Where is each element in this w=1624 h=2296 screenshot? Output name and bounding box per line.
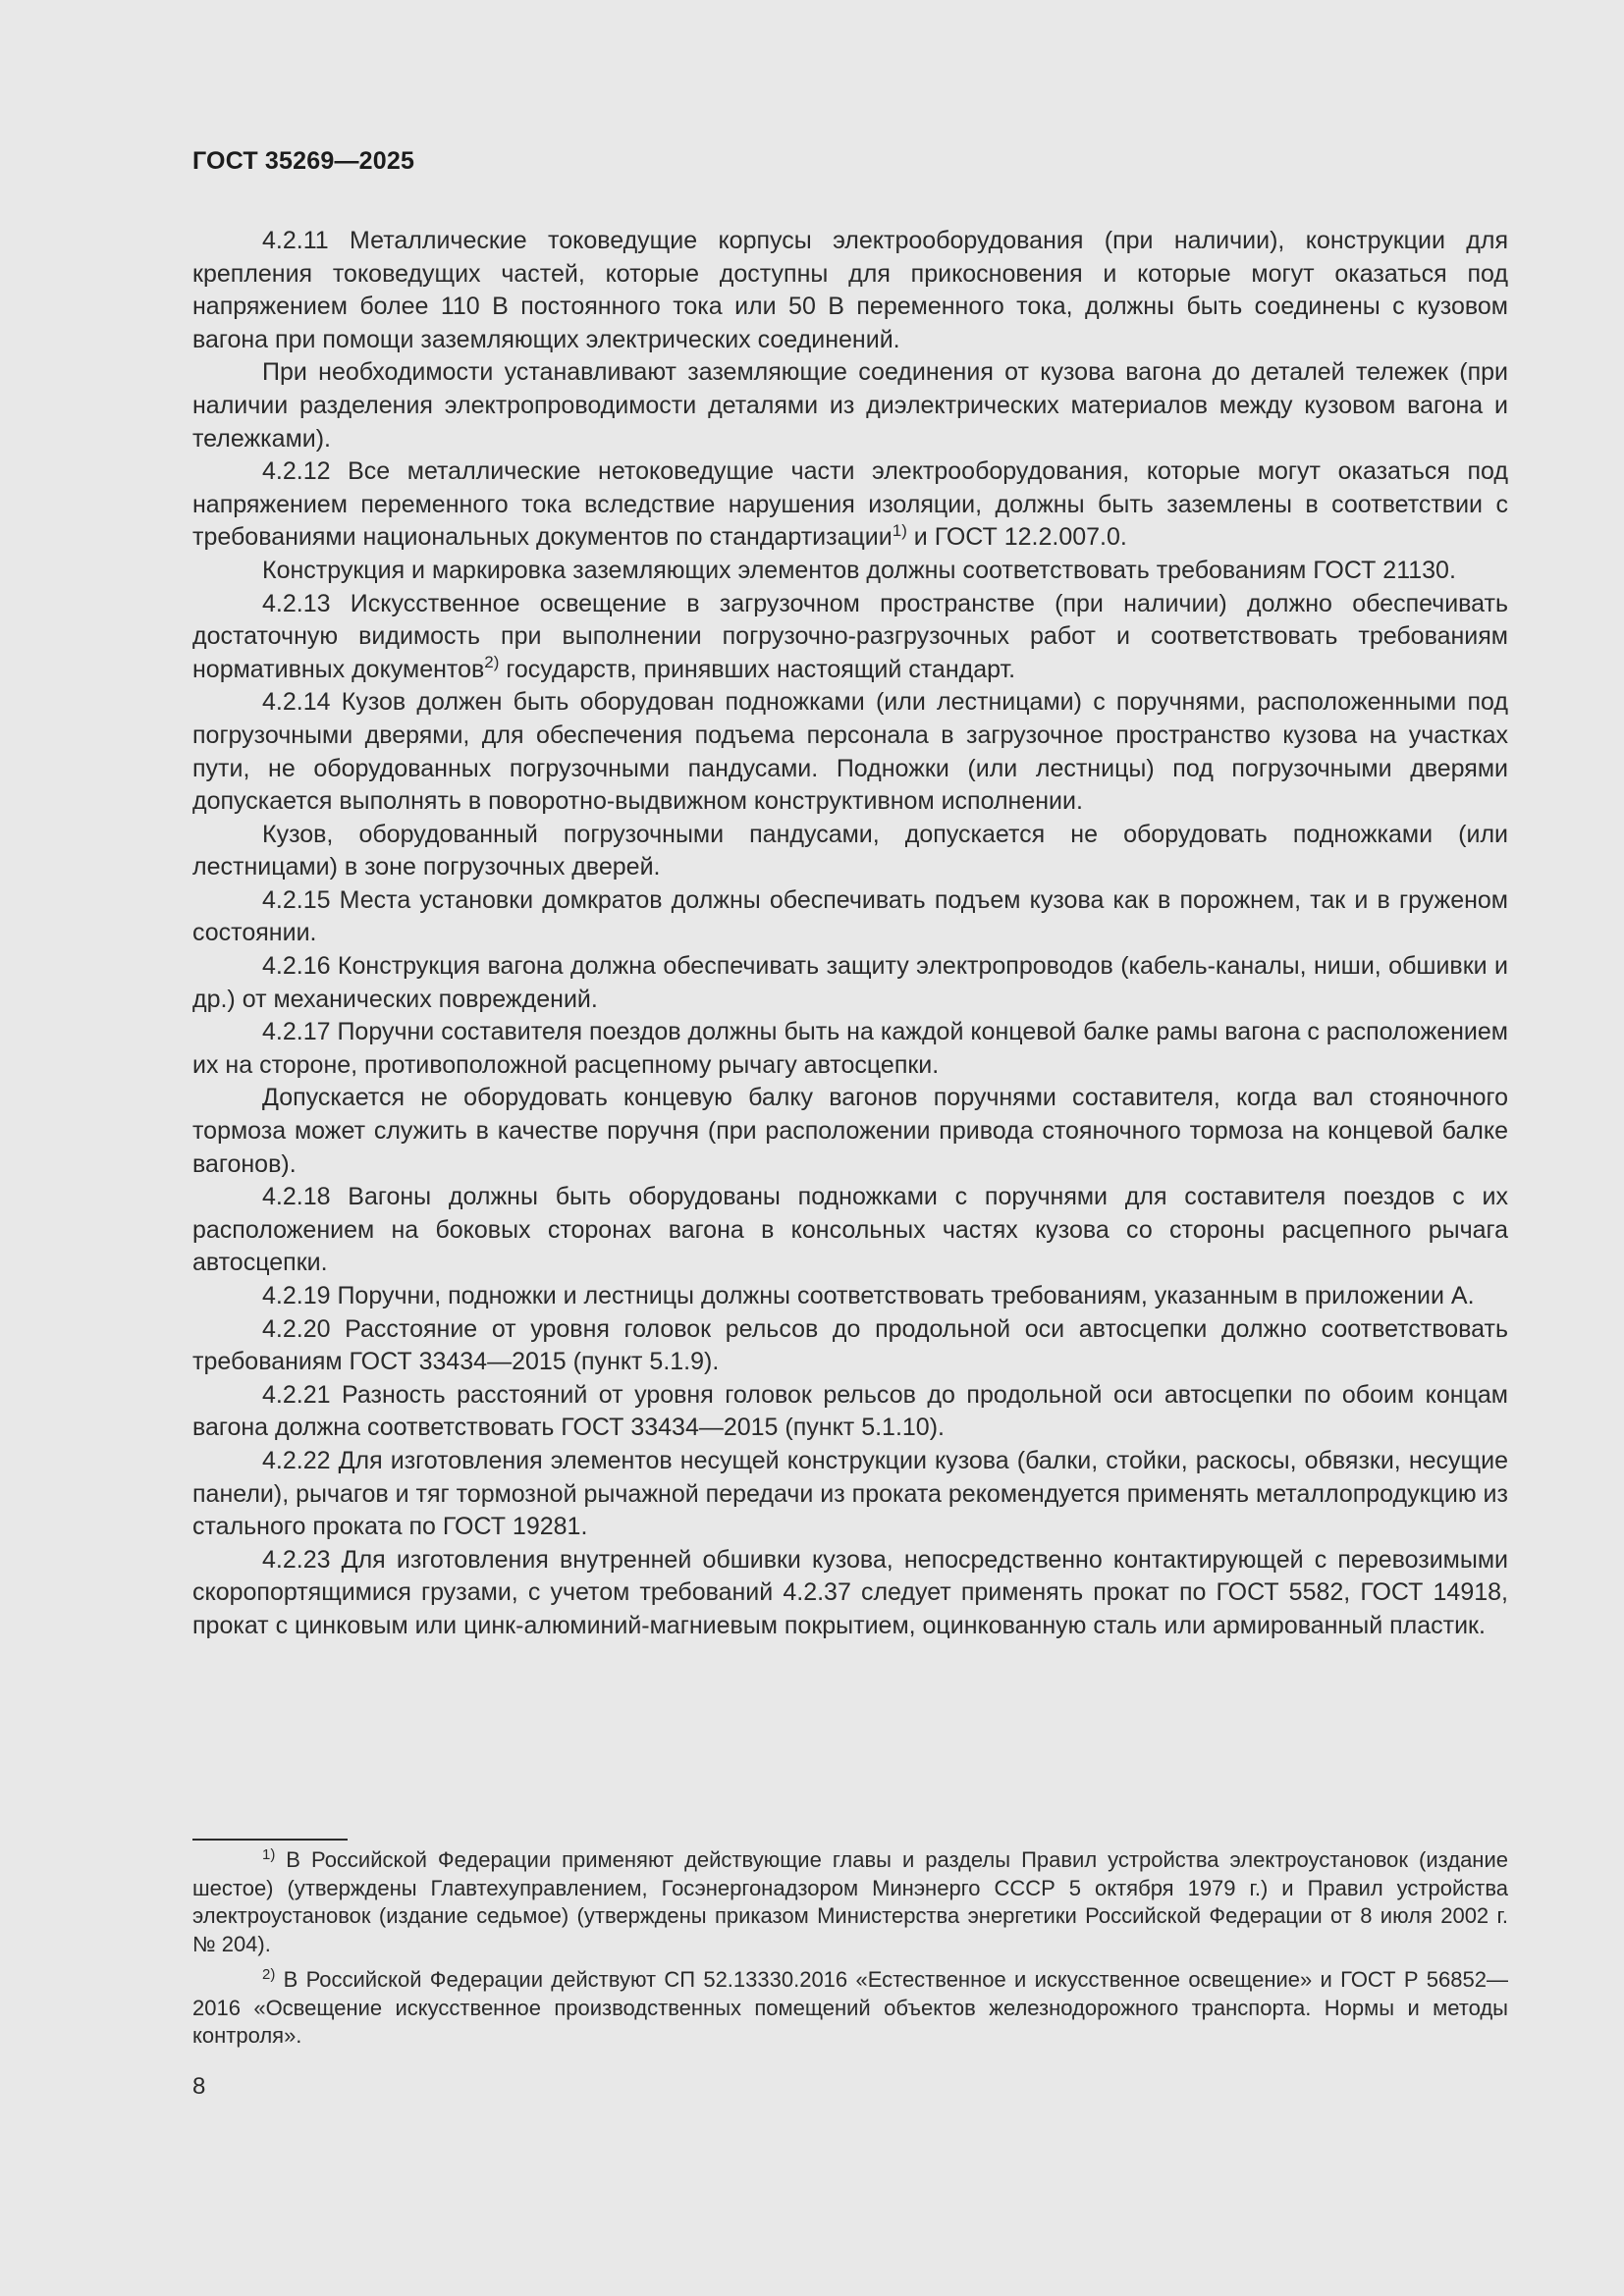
paragraph-text: Кузов, оборудованный погрузочными пандусами, допускается не оборудовать подножками (или лестницами) в зоне погрузочных дверей. <box>192 820 1508 881</box>
paragraph-text: Конструкция и маркировка заземляющих элементов должны соответствовать требованиям ГОСТ 21130. <box>262 556 1456 584</box>
paragraph-4-2-12 <box>192 455 1508 555</box>
paragraph-text: 4.2.18 Вагоны должны быть оборудованы подножками с поручнями для составителя поездов с их расположением на боковых сторонах вагона в консольных частях кузова со стороны расцепного рычага автосцепки. <box>192 1183 1508 1277</box>
paragraph-text: 4.2.19 Поручни, подножки и лестницы должны соответствовать требованиям, указанным в приложении А. <box>262 1282 1475 1309</box>
paragraph-4-2-13 <box>192 588 1508 687</box>
paragraph-text: 4.2.11 Металлические токоведущие корпусы электрооборудования (при наличии), конструкции для крепления токоведущих частей, которые доступны для прикосновения и которые могут оказаться под напряжением более 110 В постоянного тока или 50 В переменного тока, должны быть соединены с кузовом вагона при помощи заземляющих электрических соединений. <box>192 227 1508 353</box>
paragraph-4-2-17 <box>192 1016 1508 1082</box>
paragraph-text: 4.2.22 Для изготовления элементов несущей конструкции кузова (балки, стойки, раскосы, обвязки, несущие панели), рычагов и тяг тормозной рычажной передачи из проката рекомендуется применять металлопродукцию из стального проката по ГОСТ 19281. <box>192 1446 1508 1541</box>
footnote-text: В Российской Федерации действуют СП 52.13330.2016 «Естественное и искусственное освещение» и ГОСТ Р 56852—2016 «Освещение искусственное производственных помещений объектов железнодорожного транспорта. Нормы и методы контроля». <box>192 1967 1508 2048</box>
paragraph-4-2-18 <box>192 1181 1508 1280</box>
body-text <box>192 225 1508 1643</box>
paragraph-4-2-20 <box>192 1313 1508 1379</box>
paragraph-ramps-note <box>192 819 1508 884</box>
paragraph-text: 4.2.15 Места установки домкратов должны обеспечивать подъем кузова как в порожнем, так и в груженом состоянии. <box>192 885 1508 947</box>
paragraph-4-2-21 <box>192 1379 1508 1445</box>
paragraph-4-2-19 <box>192 1280 1508 1313</box>
footnote-marker: 2) <box>262 1965 276 1983</box>
footnote-2 <box>192 1966 1508 2051</box>
footnote-reference: 2) <box>484 653 500 672</box>
footnote-marker: 1) <box>262 1845 276 1863</box>
footnote-1 <box>192 1846 1508 1958</box>
paragraph-text: 4.2.17 Поручни составителя поездов должны быть на каждой концевой балке рамы вагона с расположением их на стороне, противоположной расцепному рычагу автосцепки. <box>192 1018 1508 1079</box>
paragraph-text: При необходимости устанавливают заземляющие соединения от кузова вагона до деталей тележек (при наличии разделения электропроводимости деталями из диэлектрических материалов между кузовом вагона и тележками). <box>192 358 1508 453</box>
paragraph-4-2-16 <box>192 950 1508 1016</box>
paragraph-4-2-14 <box>192 686 1508 818</box>
footnote-reference: 1) <box>892 521 907 540</box>
footnote-divider <box>192 1839 348 1841</box>
paragraph-4-2-22 <box>192 1445 1508 1544</box>
paragraph-text: 4.2.23 Для изготовления внутренней обшивки кузова, непосредственно контактирующей с перевозимыми скоропортящимися грузами, с учетом требований 4.2.37 следует применять прокат по ГОСТ 5582, ГОСТ 14918, прокат с цинковым или цинк-алюминий-магниевым покрытием, оцинкованную сталь или армированный пластик. <box>192 1545 1508 1639</box>
document-header: ГОСТ 35269—2025 <box>192 147 415 175</box>
paragraph-handrail-note <box>192 1082 1508 1181</box>
paragraph-4-2-11 <box>192 225 1508 356</box>
paragraph-text-continued: и ГОСТ 12.2.007.0. <box>906 523 1127 552</box>
paragraph-text: 4.2.12 Все металлические нетоковедущие части электрооборудования, которые могут оказаться под напряжением переменного тока вследствие нарушения изоляции, должны быть заземлены в соответствии с требованиями национальных документов по стандартизации <box>192 457 1508 552</box>
paragraph-text: 4.2.20 Расстояние от уровня головок рельсов до продольной оси автосцепки должно соответствовать требованиям ГОСТ 33434—2015 (пункт 5.1.9). <box>192 1314 1508 1376</box>
footnotes <box>192 1846 1508 2058</box>
paragraph-text: Допускается не оборудовать концевую балку вагонов поручнями составителя, когда вал стояночного тормоза может служить в качестве поручня (при расположении привода стояночного тормоза на концевой балке вагонов). <box>192 1084 1508 1178</box>
paragraph-4-2-15 <box>192 884 1508 950</box>
paragraph-text: 4.2.14 Кузов должен быть оборудован подножками (или лестницами) с поручнями, расположенными под погрузочными дверями, для обеспечения подъема персонала в загрузочное пространство кузова на участках пути, не оборудованных погрузочными пандусами. Подножки (или лестницы) под погрузочными дверями допускается выполнять в поворотно-выдвижном конструктивном исполнении. <box>192 688 1508 816</box>
paragraph-grounding-note <box>192 356 1508 455</box>
paragraph-grounding-marking <box>192 555 1508 588</box>
paragraph-4-2-23 <box>192 1544 1508 1643</box>
paragraph-text: 4.2.21 Разность расстояний от уровня головок рельсов до продольной оси автосцепки по обоим концам вагона должна соответствовать ГОСТ 33434—2015 (пункт 5.1.10). <box>192 1380 1508 1442</box>
paragraph-text: 4.2.16 Конструкция вагона должна обеспечивать защиту электропроводов (кабель-каналы, ниши, обшивки и др.) от механических повреждений. <box>192 952 1508 1013</box>
page-number: 8 <box>192 2073 206 2100</box>
footnote-text: В Российской Федерации применяют действующие главы и разделы Правил устройства электроустановок (издание шестое) (утверждены Главтехуправлением, Госэнергонадзором Минэнерго СССР 5 октября 1979 г.) и Правил устройства электроустановок (издание седьмое) (утверждены приказом Министерства энергетики Российской Федерации от 8 июля 2002 г. № 204). <box>192 1847 1508 1956</box>
paragraph-text: 4.2.13 Искусственное освещение в загрузочном пространстве (при наличии) должно обеспечивать достаточную видимость при выполнении погрузочно-разгрузочных работ и соответствовать требованиям нормативных документов <box>192 589 1508 683</box>
paragraph-text-continued: государств, принявших настоящий стандарт. <box>499 655 1016 683</box>
